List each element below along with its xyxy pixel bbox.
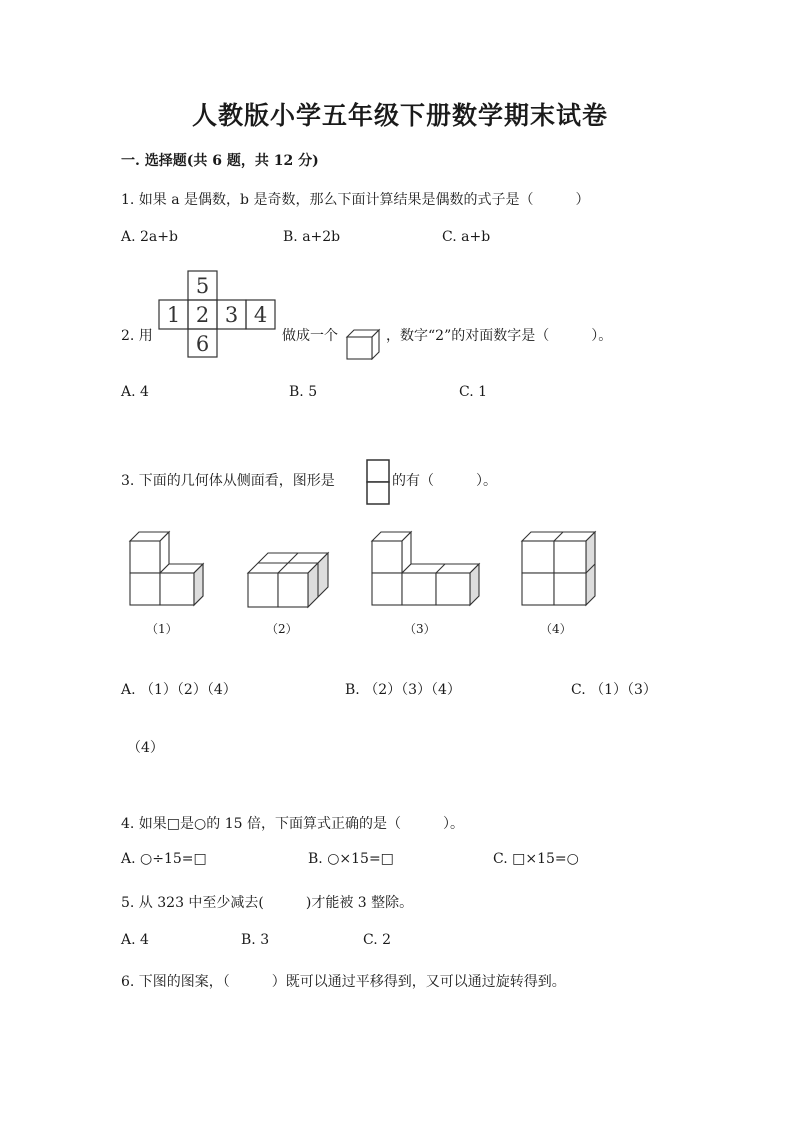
question-1: 1. 如果 a 是偶数，b 是奇数，那么下面计算结果是偶数的式子是（ ）	[121, 192, 590, 208]
side-view-shape	[366, 459, 390, 505]
q1-option-c[interactable]: C. a+b	[442, 229, 491, 245]
cube-net-figure	[158, 270, 276, 358]
q4-option-b[interactable]: B. ○×15=□	[308, 851, 394, 867]
q3-option-b[interactable]: B. （2）（3）（4）	[345, 682, 461, 698]
q2-option-a[interactable]: A. 4	[121, 384, 149, 400]
question-3-suffix: 的有（ ）。	[392, 473, 497, 489]
q5-option-b[interactable]: B. 3	[241, 932, 270, 948]
net-digit-top: 5	[195, 274, 210, 298]
page-title: 人教版小学五年级下册数学期末试卷	[191, 101, 608, 130]
q1-option-a[interactable]: A. 2a+b	[121, 229, 178, 245]
q5-option-a[interactable]: A. 4	[121, 932, 149, 948]
q4-option-c[interactable]: C. □×15=○	[493, 851, 579, 867]
solid-figure-2	[246, 551, 332, 609]
q2-option-c[interactable]: C. 1	[459, 384, 488, 400]
q3-option-a[interactable]: A. （1）（2）（4）	[121, 682, 237, 698]
net-digit-far-right: 4	[253, 303, 268, 327]
q5-option-c[interactable]: C. 2	[363, 932, 392, 948]
q4-option-a[interactable]: A. ○÷15=□	[121, 851, 207, 867]
solid-figure-4	[520, 530, 600, 608]
question-5: 5. 从 323 中至少减去( )才能被 3 整除。	[121, 895, 414, 911]
q2-option-b[interactable]: B. 5	[289, 384, 318, 400]
figure-caption-1: （1）	[146, 622, 178, 636]
net-digit-right: 3	[224, 303, 239, 327]
question-2-prefix: 2. 用	[121, 328, 153, 344]
question-3-prefix: 3. 下面的几何体从侧面看，图形是	[121, 473, 335, 489]
net-digit-center: 2	[195, 303, 210, 327]
q3-option-c-continued: （4）	[127, 740, 164, 756]
question-6: 6. 下图的图案，（ ）既可以通过平移得到，又可以通过旋转得到。	[121, 974, 566, 990]
cube-icon	[345, 328, 381, 360]
figure-caption-4: （4）	[540, 622, 572, 636]
section-heading: 一. 选择题(共 6 题，共 12 分)	[121, 153, 319, 169]
solid-figure-3	[370, 530, 482, 608]
question-2-suffix: ，数字“2”的对面数字是（ ）。	[386, 328, 613, 344]
net-digit-left: 1	[166, 303, 181, 327]
net-digit-bottom: 6	[195, 332, 210, 356]
question-4: 4. 如果□是○的 15 倍，下面算式正确的是（ ）。	[121, 816, 464, 832]
solid-figure-1	[128, 530, 208, 608]
q1-option-b[interactable]: B. a+2b	[283, 229, 341, 245]
figure-caption-2: （2）	[266, 622, 298, 636]
q3-option-c[interactable]: C. （1）（3）	[571, 682, 657, 698]
figure-caption-3: （3）	[404, 622, 436, 636]
question-2-middle: 做成一个	[282, 328, 338, 344]
